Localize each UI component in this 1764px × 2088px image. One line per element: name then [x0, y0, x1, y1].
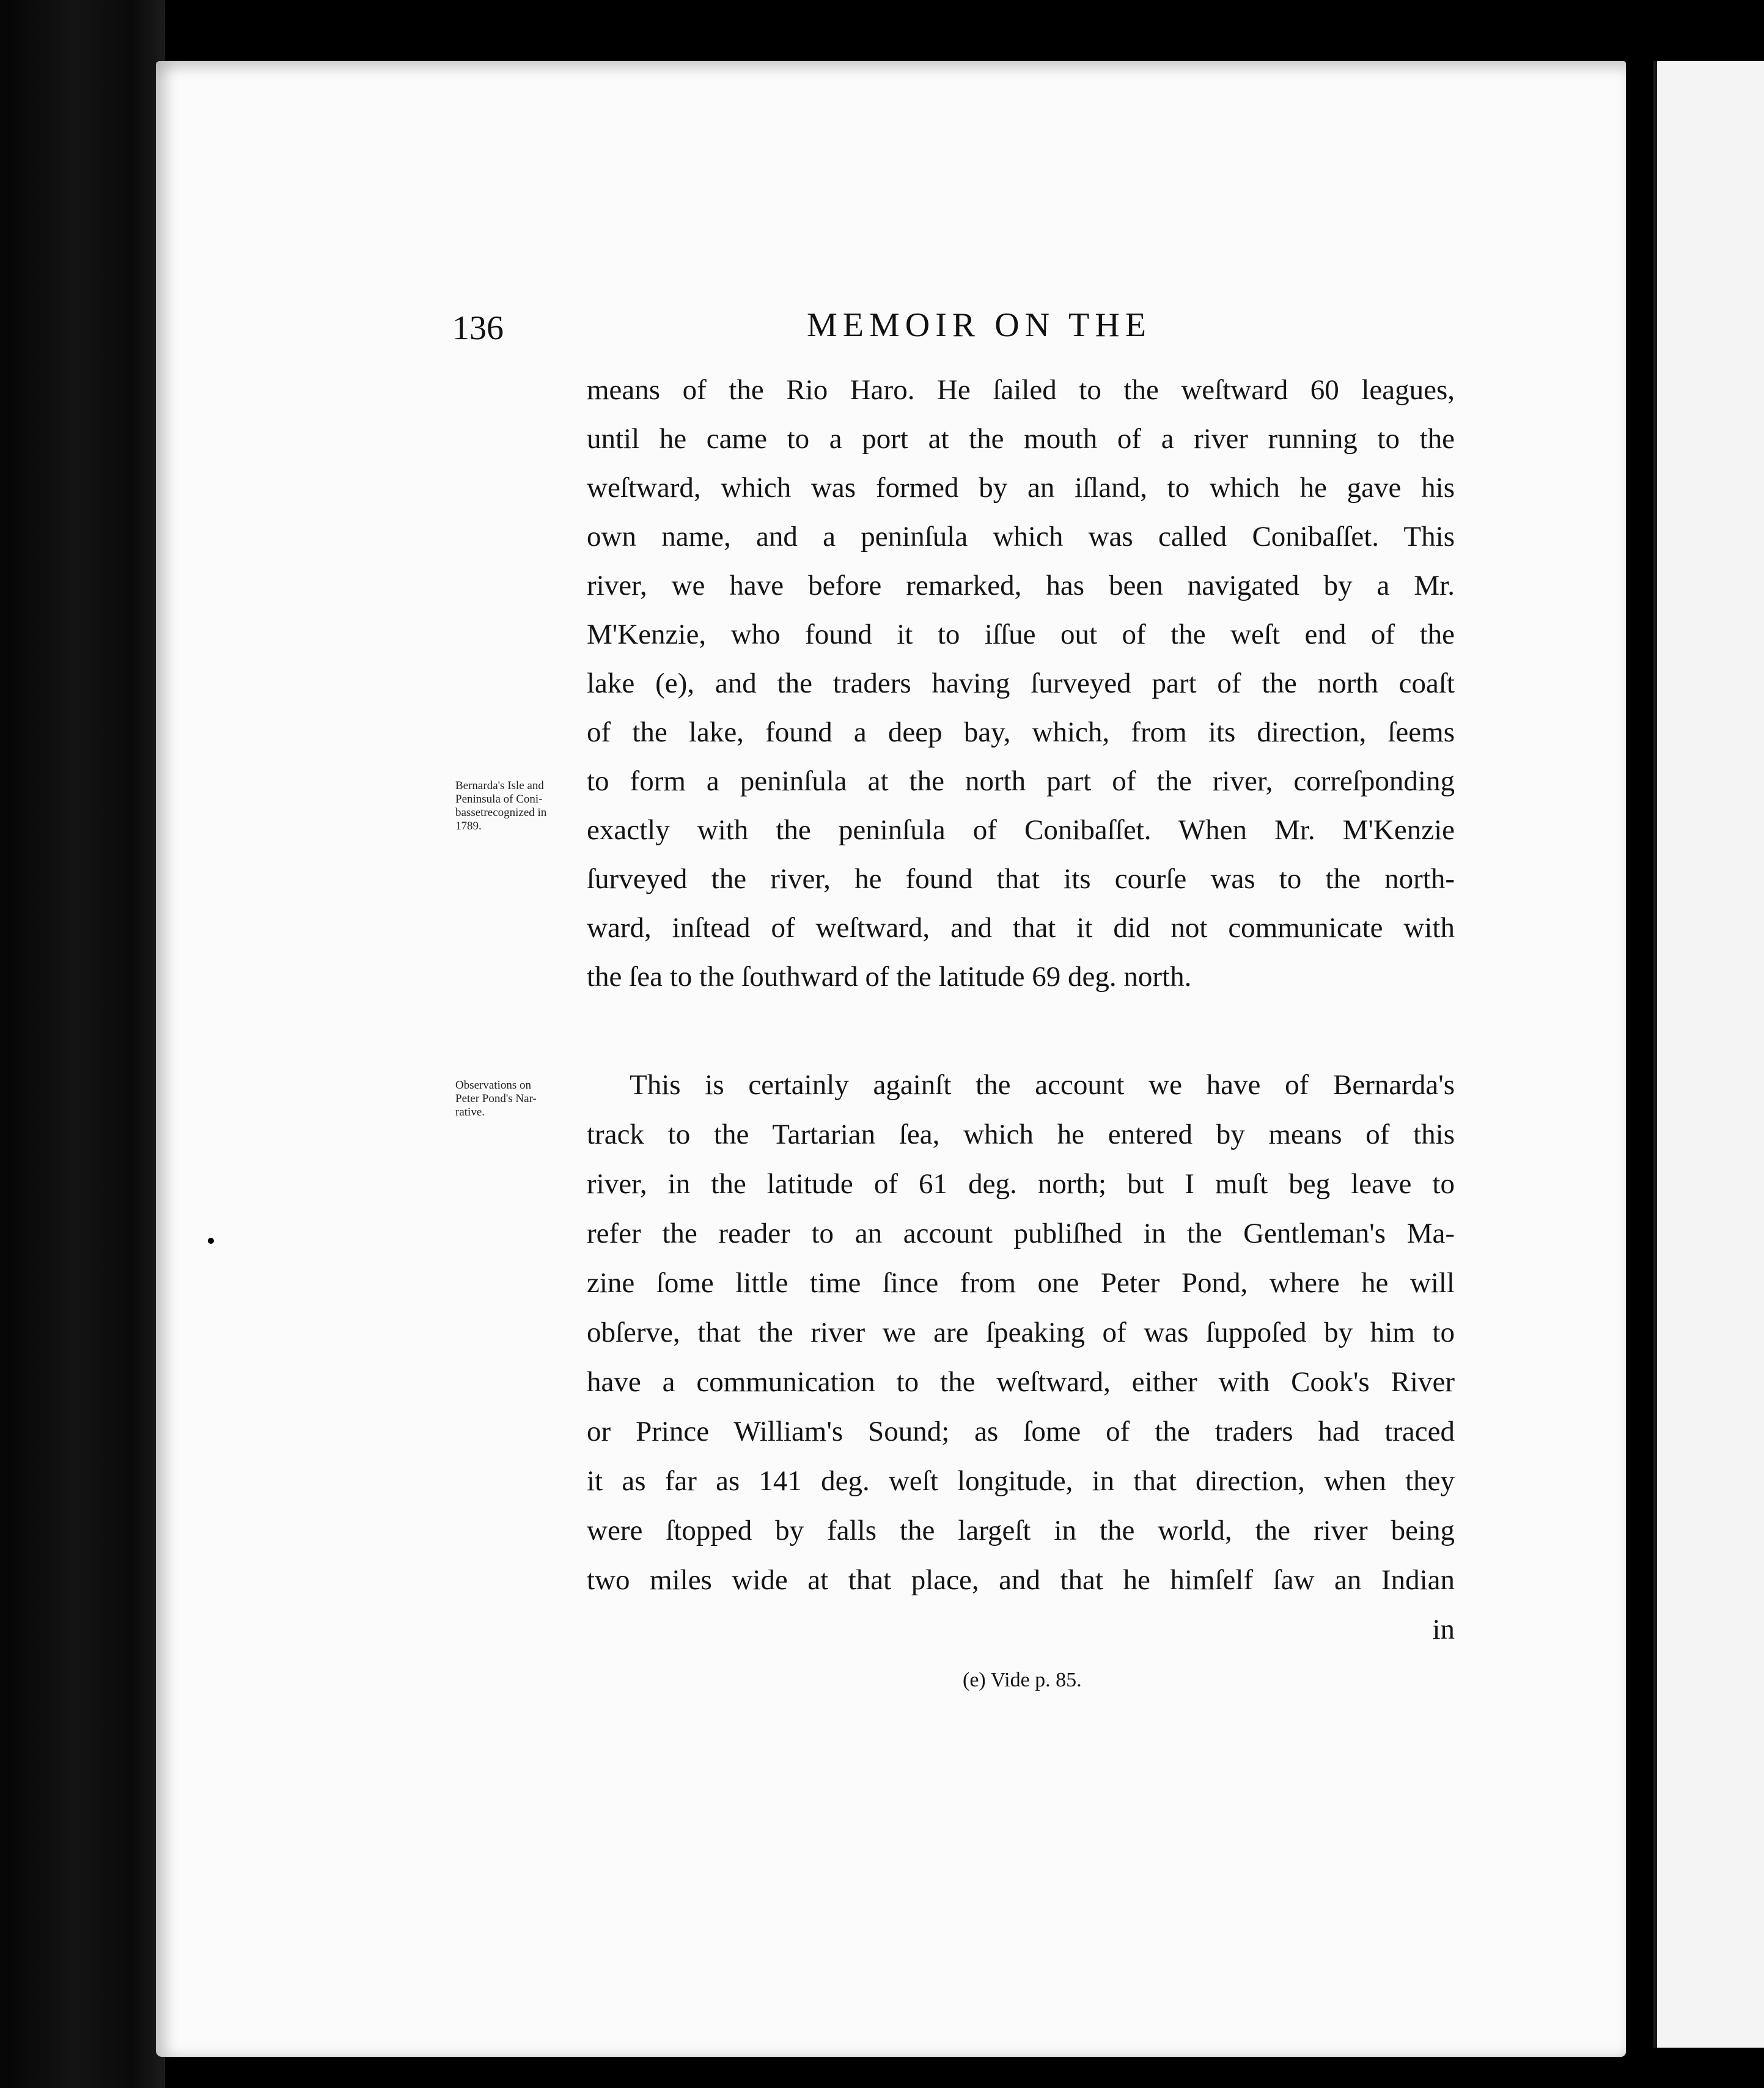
text-line: ſurveyed the river, he found that its courſe was to the north-	[587, 863, 1455, 895]
text-line: obſerve, that the river we are ſpeaking of was ſuppoſed by him to	[587, 1317, 1455, 1348]
text-line: it as far as 141 deg. weſt longitude, in that direction, when they	[587, 1465, 1455, 1497]
text-line: refer the reader to an account publiſhed in the Gentleman's Ma-	[587, 1218, 1455, 1249]
book-page	[156, 61, 1626, 2057]
margin-note-line: Peninsula of Coni-	[455, 793, 543, 806]
text-line: lake (e), and the traders having ſurveyed part of the north coaſt	[587, 667, 1455, 699]
text-line: own name, and a peninſula which was called Conibaſſet. This	[587, 521, 1455, 553]
text-line: river, in the latitude of 61 deg. north; but I muſt beg leave to	[587, 1168, 1455, 1200]
text-line: zine ſome little time ſince from one Peter Pond, where he will	[587, 1267, 1455, 1299]
text-line: exactly with the peninſula of Conibaſſet. When Mr. M'Kenzie	[587, 814, 1455, 846]
margin-note-peter-pond	[455, 1079, 584, 1119]
paragraph-2	[587, 1061, 1455, 1655]
margin-note-line: Bernarda's Isle and	[455, 779, 544, 792]
running-head: MEMOIR ON THE	[807, 306, 1152, 344]
ink-speck	[208, 1238, 214, 1244]
book-spine-edge	[0, 0, 165, 2088]
text-line: M'Kenzie, who found it to iſſue out of the weſt end of the	[587, 619, 1455, 650]
text-line: weſtward, which was formed by an iſland, to which he gave his	[587, 472, 1455, 504]
text-line: have a communication to the weſtward, either with Cook's River	[587, 1366, 1455, 1398]
text-line: or Prince William's Sound; as ſome of the traders had traced	[587, 1416, 1455, 1447]
text-line: river, we have before remarked, has been navigated by a Mr.	[587, 570, 1455, 601]
text-line: two miles wide at that place, and that he himſelf ſaw an Indian	[587, 1564, 1455, 1596]
text-line: the ſea to the ſouthward of the latitude 69 deg. north.	[587, 961, 1192, 993]
margin-note-line: rative.	[455, 1106, 485, 1119]
page-number: 136	[452, 309, 504, 347]
text-line: This is certainly againſt the account we have of Bernarda's	[630, 1069, 1455, 1101]
paragraph-1	[587, 366, 1455, 1001]
text-line: of the lake, found a deep bay, which, from its direction, ſeems	[587, 716, 1455, 748]
margin-note-line: Peter Pond's Nar-	[455, 1092, 537, 1105]
margin-note-line: Observations on	[455, 1079, 532, 1092]
text-line: ward, inſtead of weſtward, and that it did not communicate with	[587, 912, 1455, 944]
margin-note-bernarda-isle	[455, 779, 584, 833]
facing-page-edge	[1653, 61, 1764, 2048]
text-line: were ſtopped by falls the largeſt in the world, the river being	[587, 1515, 1455, 1546]
margin-note-line: 1789.	[455, 820, 482, 833]
catchword: in	[1432, 1614, 1455, 1645]
text-line: means of the Rio Haro. He ſailed to the weſtward 60 leagues,	[587, 374, 1455, 406]
text-line: to form a peninſula at the north part of the river, correſponding	[587, 765, 1455, 797]
footnote: (e) Vide p. 85.	[963, 1669, 1082, 1691]
margin-note-line: bassetrecognized in	[455, 806, 547, 819]
text-line: track to the Tartarian ſea, which he entered by means of this	[587, 1119, 1455, 1150]
text-line: until he came to a port at the mouth of a river running to the	[587, 423, 1455, 455]
